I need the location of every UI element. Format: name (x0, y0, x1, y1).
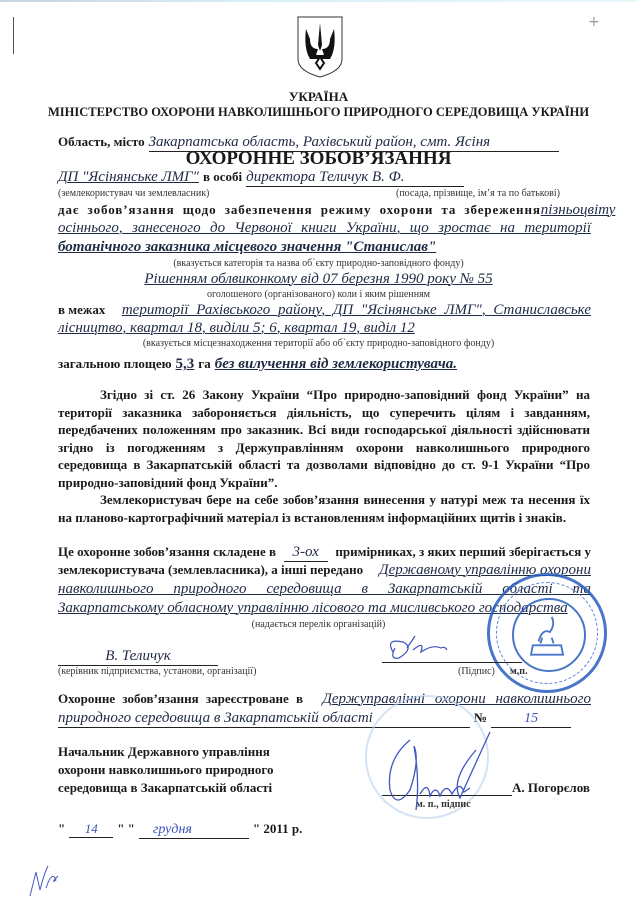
signer1-name: В. Теличук (105, 648, 171, 664)
registration-value-2: природного середовища в Закарпатській області (58, 710, 470, 728)
organization-seal (487, 573, 607, 693)
signer1-mp-caption: м.п. (510, 666, 528, 677)
region-value: Закарпатська область, Рахівський район, смт. Ясіня (149, 134, 559, 152)
signature-scribble-1 (385, 630, 465, 665)
obligation-lead: дає зобов’язання щодо забезпечення режиму охорони та збереження (58, 202, 541, 217)
landuser-person: директора Теличук В. Ф. (246, 169, 464, 187)
registration-line1 (58, 691, 591, 708)
registration-line2 (58, 709, 591, 728)
date-month: грудня (139, 822, 249, 839)
copies-orgs-3: Закарпатському обласному управлінню лісового та мисливського господарства (58, 600, 568, 616)
deer-icon (514, 600, 580, 666)
obligation-object-1: пізньоцвіту (540, 202, 616, 218)
area-note: без вилучення від землекористувача. (214, 356, 457, 372)
law-paragraph: Згідно зі ст. 26 Закону України “Про природно-заповідний фонд України” на території заказника забороняється діяльність, що суперечить цілям і завданням, передбачених положенням про заказник. Всі види господарської діяльності здійснювати згідно із погодженням з Держуправлінням охорони навколишнього природного середовища в Закарпатській області та дозволами відповідно до ст. 9-1 України “Про природно-заповідний фонд України”. (58, 387, 590, 490)
document-title: ОХОРОННЕ ЗОБОВ’ЯЗАННЯ (185, 148, 452, 169)
area-value: 5,3 (175, 356, 195, 372)
registration-number-label: № (474, 710, 488, 725)
coat-of-arms-trident-icon (296, 15, 344, 79)
head-title-1: Начальник Державного управління (58, 744, 270, 759)
plus-mark: + (588, 14, 600, 30)
head-title-2: охорони навколишнього природного (58, 762, 274, 777)
location-line1 (58, 302, 591, 319)
scan-edge (0, 0, 637, 2)
landuser-value: ДП "Ясінянське ЛМГ" (58, 169, 199, 185)
location-label: в межах (58, 302, 106, 317)
region-label: Область, місто (58, 134, 145, 149)
area-unit: га (198, 356, 211, 371)
ministry-heading: МІНІСТЕРСТВО ОХОРОНИ НАВКОЛИШНЬОГО ПРИРОДНОГО СЕРЕДОВИЩА УКРАЇНИ (47, 105, 590, 119)
copies-rest2: землекористувача (землевласника), а інші передано (58, 562, 364, 577)
head-title-3: середовища в Закарпатській області (58, 780, 273, 795)
head-caption: м. п., підпис (416, 799, 471, 810)
location-caption: (вказується місцезнаходження території або об`єкту природно-заповідного фонду) (142, 338, 495, 349)
copies-caption: (надається перелік організацій) (251, 619, 386, 630)
date-row (58, 820, 302, 839)
copies-orgs-1: Державному управлінню охорони (379, 562, 591, 578)
signer1-sign-caption: (Підпис) (458, 666, 495, 677)
head-name: А. Погорєлов (512, 780, 590, 795)
decision-caption: оголошеного (організованого) коли і яким рішенням (206, 289, 431, 300)
margin-mark (13, 17, 14, 54)
landuser-connector: в особі (202, 169, 243, 184)
landuser-caption-right: (посада, прізвище, ім’я та по батькові) (396, 188, 560, 199)
handwritten-number-mark (26, 860, 71, 900)
area-row (58, 355, 457, 373)
landuser-row (58, 168, 591, 187)
copies-rest1: примірниках, з яких перший зберігається у (335, 544, 591, 559)
date-day: 14 (69, 821, 113, 838)
copies-orgs-2: навколишнього природного середовища в Закарпатській області та (58, 581, 591, 597)
copies-count: 3-ох (284, 544, 328, 562)
registration-number: 15 (491, 711, 571, 728)
country-heading: УКРАЇНА (288, 89, 349, 104)
signer1-caption: (керівник підприємства, установи, організації) (58, 666, 257, 677)
date-year: " 2011 р. (252, 821, 303, 836)
obligation-object-3: ботанічного заказника місцевого значення "Станислав" (58, 239, 437, 255)
date-quote-open: " (58, 821, 66, 836)
location-value-2: лісництво, квартал 18, виділи 5; 6, квартал 19, виділ 12 (58, 320, 415, 336)
boundary-paragraph: Землекористувач бере на себе зобов’язання винесення у натурі меж та несення їх на планово-картографічний матеріал із встановленням інформаційних щитів і знаків. (58, 492, 590, 525)
landuser-caption-left: (землекористувач чи землевласник) (58, 188, 210, 199)
copies-lead: Це охоронне зобов’язання складене в (58, 544, 276, 559)
obligation-object-2: осіннього, занесеного до Червоної книги України, що зростає на території (58, 220, 591, 236)
decision-value: Рішенням облвиконкому від 07 березня 1990 року № 55 (144, 271, 493, 287)
obligation-caption: (вказується категорія та назва об`єкту природно-заповідного фонду) (173, 258, 464, 269)
copies-line1 (58, 544, 591, 562)
copies-line2 (58, 562, 591, 579)
registration-lead: Охоронне зобов’язання зареєстроване в (58, 691, 303, 706)
seal-center (512, 598, 586, 672)
obligation-line1 (58, 202, 616, 219)
location-value-1: території Рахівського району, ДП "Ясінянське ЛМГ", Станиславське (121, 302, 591, 318)
decision-row (0, 270, 637, 288)
signer1-row (58, 647, 218, 666)
area-label: загальною площею (58, 356, 172, 371)
date-quote-mid: " " (117, 821, 135, 836)
registration-value-1: Держуправлінні охорони навколишнього (322, 691, 591, 707)
signature-scribble-2 (380, 720, 510, 825)
